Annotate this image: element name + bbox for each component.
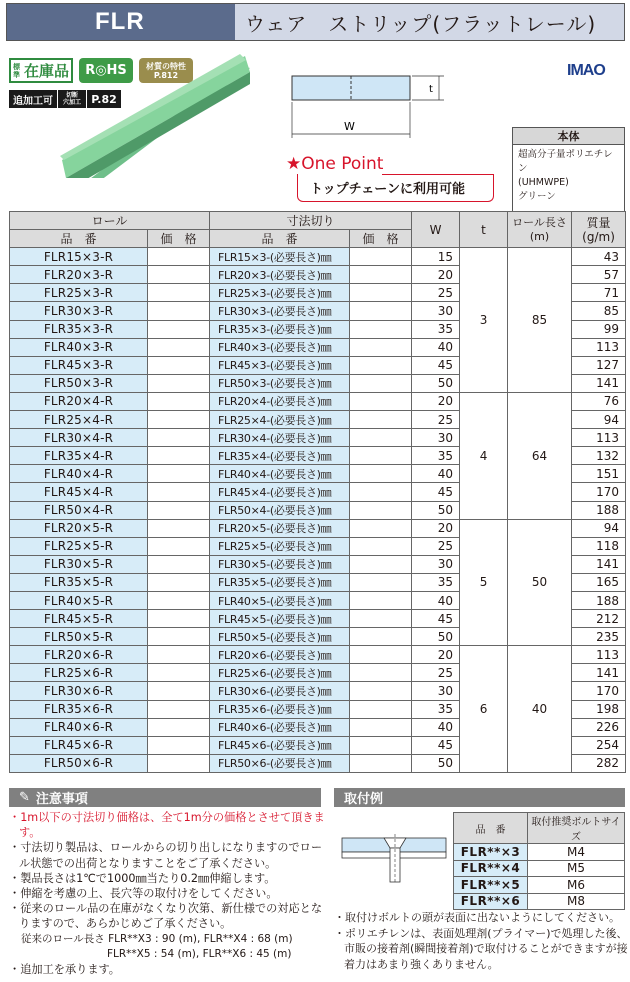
roll-price	[148, 447, 210, 465]
roll-price	[148, 537, 210, 555]
note-2: ・寸法切り製品は、ロールからの切り出しになりますのでロール状態での出荷となりますことをご了承ください。	[9, 841, 323, 870]
roll-price	[148, 284, 210, 302]
roll-price	[148, 555, 210, 573]
cut-part-number: FLR45×3-(必要長さ)㎜	[210, 356, 350, 374]
w-value: 30	[412, 429, 460, 447]
roll-length-value: 50	[508, 519, 572, 646]
cut-part-number: FLR50×5-(必要長さ)㎜	[210, 628, 350, 646]
roll-part-number: FLR35×4-R	[10, 447, 148, 465]
cut-part-number: FLR35×5-(必要長さ)㎜	[210, 573, 350, 591]
cut-part-number: FLR30×4-(必要長さ)㎜	[210, 429, 350, 447]
cut-price	[350, 646, 412, 664]
w-value: 25	[412, 537, 460, 555]
cut-part-number: FLR40×6-(必要長さ)㎜	[210, 718, 350, 736]
cut-part-number: FLR15×3-(必要長さ)㎜	[210, 248, 350, 266]
roll-part-number: FLR45×6-R	[10, 736, 148, 754]
w-value: 45	[412, 356, 460, 374]
roll-price	[148, 573, 210, 591]
extra-page-link[interactable]: P.82	[87, 90, 121, 108]
notes-list	[9, 810, 329, 977]
mass-value: 113	[572, 429, 626, 447]
cut-part-number: FLR30×3-(必要長さ)㎜	[210, 302, 350, 320]
cut-price	[350, 483, 412, 501]
table-row	[10, 519, 626, 537]
one-point-title: ★One Point	[286, 154, 384, 174]
cut-price	[350, 447, 412, 465]
w-value: 20	[412, 519, 460, 537]
cut-part-number: FLR35×6-(必要長さ)㎜	[210, 700, 350, 718]
cut-part-number: FLR20×3-(必要長さ)㎜	[210, 266, 350, 284]
mass-value: 151	[572, 465, 626, 483]
cut-price	[350, 392, 412, 410]
w-value: 15	[412, 248, 460, 266]
cut-label: 切断	[65, 92, 78, 99]
mounting-note-1: ・取付けボルトの頭が表面に出ないようにしてください。	[334, 911, 620, 924]
cut-part-number: FLR40×4-(必要長さ)㎜	[210, 465, 350, 483]
w-value: 40	[412, 591, 460, 609]
roll-price	[148, 591, 210, 609]
mass-value: 170	[572, 682, 626, 700]
mass-value: 71	[572, 284, 626, 302]
mounting-bolt: M5	[528, 860, 625, 877]
t-value: 6	[460, 646, 508, 773]
notes-header	[9, 788, 321, 807]
w-value: 30	[412, 302, 460, 320]
roll-part-number: FLR20×6-R	[10, 646, 148, 664]
roll-part-number: FLR40×6-R	[10, 718, 148, 736]
mass-value: 99	[572, 320, 626, 338]
w-dimension-label: W	[344, 120, 355, 133]
rohs-badge: R◎HS	[79, 58, 133, 83]
cut-price	[350, 356, 412, 374]
cut-price	[350, 248, 412, 266]
cut-price	[350, 700, 412, 718]
roll-part-number: FLR40×4-R	[10, 465, 148, 483]
mounting-row	[454, 844, 625, 861]
cut-price	[350, 573, 412, 591]
strip-illustration	[40, 48, 250, 178]
one-point-text: トップチェーンに利用可能	[297, 174, 494, 202]
roll-price	[148, 736, 210, 754]
cut-price	[350, 266, 412, 284]
material-line2: (UHMWPE)	[518, 177, 569, 188]
mounting-row	[454, 860, 625, 877]
roll-price	[148, 429, 210, 447]
mounting-diagram	[340, 832, 450, 886]
cut-price	[350, 591, 412, 609]
note-6a: 従来のロール長さ FLR**X3 : 90 (m), FLR**X4 : 68 (m)	[21, 932, 293, 945]
roll-part-number: FLR50×5-R	[10, 628, 148, 646]
mass-value: 226	[572, 718, 626, 736]
mass-value: 113	[572, 338, 626, 356]
roll-price-header: 価 格	[148, 230, 210, 248]
mass-value: 132	[572, 447, 626, 465]
mounting-notes	[334, 910, 628, 972]
table-row	[10, 248, 626, 266]
t-header: t	[460, 212, 508, 248]
cut-price	[350, 628, 412, 646]
w-value: 50	[412, 501, 460, 519]
w-value: 20	[412, 392, 460, 410]
stock-small-label: 標準	[12, 62, 20, 79]
roll-price	[148, 320, 210, 338]
w-value: 40	[412, 338, 460, 356]
t-dimension-label: t	[429, 84, 433, 95]
table-row	[10, 646, 626, 664]
cut-part-number: FLR25×6-(必要長さ)㎜	[210, 664, 350, 682]
w-value: 25	[412, 284, 460, 302]
w-value: 40	[412, 718, 460, 736]
w-value: 35	[412, 573, 460, 591]
cut-part-number: FLR35×4-(必要長さ)㎜	[210, 447, 350, 465]
cut-part-number: FLR30×6-(必要長さ)㎜	[210, 682, 350, 700]
roll-length-value: 64	[508, 392, 572, 519]
mounting-part-header: 品 番	[454, 813, 528, 844]
roll-price	[148, 338, 210, 356]
roll-price	[148, 610, 210, 628]
cut-price	[350, 338, 412, 356]
group-roll-header: ロール	[10, 212, 210, 230]
roll-part-number: FLR25×5-R	[10, 537, 148, 555]
roll-price	[148, 411, 210, 429]
roll-part-number: FLR30×4-R	[10, 429, 148, 447]
roll-price	[148, 754, 210, 772]
roll-part-number: FLR35×3-R	[10, 320, 148, 338]
mounting-bolt: M6	[528, 877, 625, 894]
w-value: 35	[412, 320, 460, 338]
mass-value: 188	[572, 501, 626, 519]
w-value: 50	[412, 754, 460, 772]
cut-price	[350, 718, 412, 736]
roll-price	[148, 664, 210, 682]
roll-part-number: FLR45×4-R	[10, 483, 148, 501]
mounting-title: 取付例	[344, 792, 384, 807]
cut-price	[350, 320, 412, 338]
mass-value: 57	[572, 266, 626, 284]
note-1: ・1m以下の寸法切り価格は、全て1m分の価格とさせて頂きます。	[9, 811, 325, 840]
roll-part-number: FLR30×5-R	[10, 555, 148, 573]
cut-part-number: FLR25×4-(必要長さ)㎜	[210, 411, 350, 429]
cut-price	[350, 682, 412, 700]
w-value: 35	[412, 700, 460, 718]
mounting-bolt: M8	[528, 893, 625, 910]
mass-value: 141	[572, 555, 626, 573]
cut-part-number: FLR45×4-(必要長さ)㎜	[210, 483, 350, 501]
roll-price	[148, 628, 210, 646]
roll-part-number: FLR50×4-R	[10, 501, 148, 519]
roll-price	[148, 465, 210, 483]
cut-price-header: 価 格	[350, 230, 412, 248]
mounting-part: FLR**×5	[454, 877, 528, 894]
roll-part-number: FLR50×3-R	[10, 374, 148, 392]
table-row	[10, 392, 626, 410]
w-value: 20	[412, 646, 460, 664]
t-value: 5	[460, 519, 508, 646]
w-value: 20	[412, 266, 460, 284]
note-3: ・製品長さは1℃で1000㎜当たり0.2㎜伸縮します。	[9, 871, 276, 885]
mounting-bolt-header: 取付推奨ボルトサイズ	[528, 813, 625, 844]
mounting-row	[454, 877, 625, 894]
roll-length-header: ロール長さ (m)	[508, 212, 572, 248]
mass-value: 212	[572, 610, 626, 628]
w-value: 50	[412, 374, 460, 392]
w-value: 25	[412, 664, 460, 682]
extra-machining-badge: 追加工可	[9, 90, 57, 108]
roll-length-value: 40	[508, 646, 572, 773]
material-box	[512, 127, 625, 212]
cut-part-number: FLR50×6-(必要長さ)㎜	[210, 754, 350, 772]
note-4: ・伸縮を考慮の上、長穴等の取付けをしてください。	[9, 887, 278, 901]
cut-part-number: FLR50×4-(必要長さ)㎜	[210, 501, 350, 519]
cut-part-number: FLR40×5-(必要長さ)㎜	[210, 591, 350, 609]
roll-price	[148, 682, 210, 700]
roll-price	[148, 356, 210, 374]
cut-price	[350, 284, 412, 302]
w-value: 35	[412, 447, 460, 465]
material-line3: グリーン	[518, 191, 556, 202]
cut-part-number: FLR20×4-(必要長さ)㎜	[210, 392, 350, 410]
cut-part-number: FLR30×5-(必要長さ)㎜	[210, 555, 350, 573]
cut-part-number: FLR20×6-(必要長さ)㎜	[210, 646, 350, 664]
mounting-part: FLR**×3	[454, 844, 528, 861]
spec-table	[9, 211, 626, 773]
drill-label: 穴加工	[62, 99, 81, 106]
mass-value: 141	[572, 374, 626, 392]
cut-price	[350, 411, 412, 429]
cut-part-number: FLR25×3-(必要長さ)㎜	[210, 284, 350, 302]
roll-part-number: FLR40×3-R	[10, 338, 148, 356]
cut-price	[350, 501, 412, 519]
roll-part-number: FLR50×6-R	[10, 754, 148, 772]
cut-price	[350, 374, 412, 392]
roll-part-number: FLR25×3-R	[10, 284, 148, 302]
roll-part-number: FLR20×5-R	[10, 519, 148, 537]
cut-price	[350, 465, 412, 483]
mass-value: 118	[572, 537, 626, 555]
mounting-row	[454, 893, 625, 910]
mass-value: 76	[572, 392, 626, 410]
mass-value: 235	[572, 628, 626, 646]
roll-part-number: FLR45×5-R	[10, 610, 148, 628]
mass-value: 254	[572, 736, 626, 754]
w-value: 45	[412, 610, 460, 628]
mass-value: 198	[572, 700, 626, 718]
mounting-bolt: M4	[528, 844, 625, 861]
material-line1: 超高分子量ポリエチレン	[518, 149, 613, 174]
notes-title: 注意事項	[35, 792, 88, 807]
roll-length-value: 85	[508, 248, 572, 393]
pencil-icon: ✎	[19, 790, 30, 805]
roll-price	[148, 646, 210, 664]
roll-price	[148, 501, 210, 519]
t-value: 4	[460, 392, 508, 519]
w-value: 40	[412, 465, 460, 483]
cut-price	[350, 736, 412, 754]
roll-price	[148, 519, 210, 537]
stock-label: 在庫品	[23, 62, 69, 80]
cut-part-number: FLR40×3-(必要長さ)㎜	[210, 338, 350, 356]
product-title: ウェア ストリップ(フラットレール)	[235, 4, 624, 40]
cut-part-number: FLR45×5-(必要長さ)㎜	[210, 610, 350, 628]
roll-price	[148, 374, 210, 392]
roll-part-number: FLR20×4-R	[10, 392, 148, 410]
cut-part-header: 品 番	[210, 230, 350, 248]
note-7: ・追加工を承ります。	[9, 963, 120, 977]
roll-price	[148, 248, 210, 266]
roll-price	[148, 392, 210, 410]
mass-value: 127	[572, 356, 626, 374]
roll-price	[148, 700, 210, 718]
w-value: 45	[412, 736, 460, 754]
imao-logo: IMAO	[567, 62, 605, 79]
w-value: 30	[412, 682, 460, 700]
note-5: ・従来のロール品の在庫がなくなり次第、新仕様での対応となりますので、あらかじめご了承ください。	[9, 902, 323, 931]
note-6b: FLR**X5 : 54 (m), FLR**X6 : 45 (m)	[107, 947, 292, 960]
product-code: FLR	[7, 4, 235, 40]
cross-section-diagram	[284, 68, 454, 143]
material-badge-page: P.812	[153, 70, 179, 80]
cut-price	[350, 610, 412, 628]
w-value: 50	[412, 628, 460, 646]
roll-part-number: FLR40×5-R	[10, 591, 148, 609]
roll-price	[148, 483, 210, 501]
cut-price	[350, 429, 412, 447]
w-value: 30	[412, 555, 460, 573]
mass-value: 113	[572, 646, 626, 664]
group-cut-header: 寸法切り	[210, 212, 412, 230]
cut-price	[350, 302, 412, 320]
mass-value: 188	[572, 591, 626, 609]
cut-part-number: FLR20×5-(必要長さ)㎜	[210, 519, 350, 537]
w-value: 25	[412, 411, 460, 429]
cut-part-number: FLR25×5-(必要長さ)㎜	[210, 537, 350, 555]
roll-part-number: FLR35×6-R	[10, 700, 148, 718]
roll-part-number: FLR20×3-R	[10, 266, 148, 284]
roll-part-number: FLR30×6-R	[10, 682, 148, 700]
mass-value: 282	[572, 754, 626, 772]
mass-value: 94	[572, 519, 626, 537]
roll-price	[148, 302, 210, 320]
mass-value: 165	[572, 573, 626, 591]
roll-price	[148, 266, 210, 284]
roll-part-header: 品 番	[10, 230, 148, 248]
mass-value: 170	[572, 483, 626, 501]
cut-price	[350, 555, 412, 573]
cut-price	[350, 754, 412, 772]
mass-header: 質量 (g/m)	[572, 212, 626, 248]
w-header: W	[412, 212, 460, 248]
material-badge-label: 材質の特性	[146, 61, 186, 71]
w-value: 45	[412, 483, 460, 501]
mass-value: 43	[572, 248, 626, 266]
roll-part-number: FLR35×5-R	[10, 573, 148, 591]
roll-part-number: FLR25×4-R	[10, 411, 148, 429]
cut-part-number: FLR45×6-(必要長さ)㎜	[210, 736, 350, 754]
roll-part-number: FLR30×3-R	[10, 302, 148, 320]
mounting-table	[453, 812, 625, 910]
mounting-note-2: ・ポリエチレンは、表面処理剤(プライマー)で処理した後、市販の接着剤(瞬間接着剤)で取付けることができますが接着力はあまり強くありません。	[334, 926, 628, 971]
t-value: 3	[460, 248, 508, 393]
mass-value: 85	[572, 302, 626, 320]
material-header: 本体	[513, 128, 624, 145]
roll-part-number: FLR15×3-R	[10, 248, 148, 266]
cut-price	[350, 537, 412, 555]
cut-part-number: FLR50×3-(必要長さ)㎜	[210, 374, 350, 392]
mounting-header	[334, 788, 625, 807]
cut-price	[350, 664, 412, 682]
roll-part-number: FLR45×3-R	[10, 356, 148, 374]
mounting-part: FLR**×6	[454, 893, 528, 910]
cut-price	[350, 519, 412, 537]
cut-part-number: FLR35×3-(必要長さ)㎜	[210, 320, 350, 338]
mass-value: 141	[572, 664, 626, 682]
roll-price	[148, 718, 210, 736]
roll-part-number: FLR25×6-R	[10, 664, 148, 682]
mass-value: 94	[572, 411, 626, 429]
mounting-part: FLR**×4	[454, 860, 528, 877]
page-header	[6, 3, 625, 41]
